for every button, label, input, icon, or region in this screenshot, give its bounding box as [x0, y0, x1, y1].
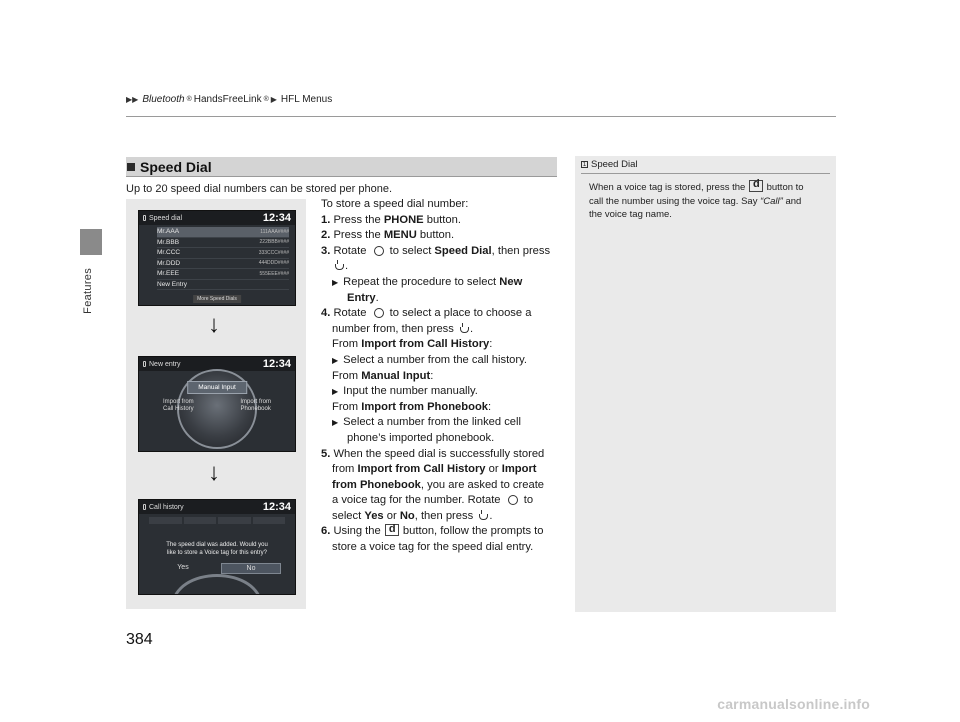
list-item[interactable]: Mr.EEE 555EEE#### [157, 269, 289, 280]
phone-icon [143, 215, 146, 221]
screen-topbar [139, 211, 295, 225]
screen-title: Call history [149, 503, 184, 511]
phone-icon [143, 504, 146, 510]
note-icon: 1 [582, 162, 587, 168]
breadcrumb-handsfreelink: HandsFreeLink [193, 94, 262, 105]
history-tabs [139, 514, 295, 527]
bullet-arrow-icon: ▶ [332, 277, 339, 287]
side-note [575, 156, 836, 612]
breadcrumb-arrow-icon: ▶ [270, 95, 277, 104]
section-header [126, 157, 557, 177]
step-3-substep: ▶ Repeat the procedure to select New [332, 275, 523, 288]
bullet-arrow-icon: ▶ [332, 418, 339, 428]
section-square-icon [127, 163, 135, 171]
section-tab-marker [80, 229, 102, 255]
breadcrumb-hfl-menus: HFL Menus [280, 94, 333, 105]
instruction-steps: To store a speed dial number: 1. Press the PHONE button. 2. Press the MENU button. 3. Rotate to select Speed Dial, then press . ▶ Repeat the procedure to select New Entry. 4. Rotate to select a place to choose a number from, then press . From Import from Call History: ▶ Select a number from the call history. From Manual Input: ▶ Input the number manually. From Import from Phonebook: ▶ Select a number from the linked cell phone’s imported phonebook. 5. When the speed dial is successfully stored from Import from Call History or Import from Phonebook, you are asked to create a voice tag for the number. Rotate to select Yes or No, then press . 6. Using the d button, follow the prompts to store a voice tag for the speed dial entry. [321, 197, 561, 556]
header-rule [126, 116, 836, 117]
phone-icon [143, 361, 146, 367]
talk-button-icon [749, 180, 763, 192]
down-arrow-icon: ↓ [208, 311, 220, 338]
screen-title: New entry [149, 360, 181, 368]
speed-dial-list [139, 225, 295, 290]
list-item[interactable]: Mr.BBB 222BBB#### [157, 238, 289, 249]
step-6: 6. Using the d button, follow the prompts to [321, 524, 561, 540]
screen-topbar [139, 500, 295, 514]
no-button[interactable]: No [221, 563, 281, 574]
voice-tag-prompt: The speed dial was added. Would you like to store a Voice tag for this entry? [166, 542, 268, 556]
screen-clock: 12:34 [262, 501, 291, 513]
import-call-history-button[interactable]: Import from Call History [163, 399, 194, 412]
manual-input-button[interactable]: Manual Input [187, 381, 247, 394]
step-2: 2. Press the MENU button. [321, 229, 455, 242]
step-4: 4. Rotate to select a place to choose a [321, 307, 532, 320]
breadcrumb-bluetooth: Bluetooth [142, 94, 185, 105]
screen-title: Speed dial [149, 214, 183, 222]
step-5: 5. When the speed dial is successfully stored [321, 447, 545, 460]
screen-clock: 12:34 [262, 212, 291, 224]
more-speed-dials-button[interactable]: More Speed Dials [193, 295, 241, 303]
prompt-options [153, 563, 281, 574]
section-title: Speed Dial [140, 158, 212, 175]
note-body: When a voice tag is stored, press the d button to call the number using the voice tag. Say “Call” and the voice tag name. [575, 174, 836, 222]
steps-lead: To store a speed dial number: [321, 198, 469, 210]
breadcrumb [126, 94, 332, 105]
talk-button-icon [385, 524, 399, 536]
step-1: 1. Press the PHONE button. [321, 213, 461, 226]
interface-dial-icon [373, 246, 384, 255]
side-label: Features [82, 268, 94, 314]
figure-panel [126, 199, 306, 609]
note-header [581, 156, 830, 174]
list-item[interactable]: Mr.DDD 444DDD#### [157, 259, 289, 270]
press-dial-icon [334, 260, 343, 270]
press-dial-icon [459, 323, 468, 333]
page-number: 384 [126, 631, 153, 648]
selector-dial [172, 574, 262, 595]
step-3: 3. Rotate to select Speed Dial, then press [321, 244, 551, 257]
watermark: carmanualsonline.info [717, 696, 870, 712]
breadcrumb-arrow-icon: ▶▶ [126, 95, 139, 104]
breadcrumb-reg-mark: ® [186, 96, 192, 103]
list-item[interactable]: Mr.AAA 111AAA#### [157, 227, 289, 238]
speed-dial-screen [138, 210, 296, 306]
breadcrumb-reg-mark: ® [263, 96, 269, 103]
intro-text: Up to 20 speed dial numbers can be stored per phone. [126, 183, 393, 195]
yes-button[interactable]: Yes [177, 564, 189, 571]
interface-dial-icon [373, 308, 384, 317]
press-dial-icon [478, 510, 487, 520]
new-entry-screen [138, 356, 296, 452]
note-title: Speed Dial [591, 159, 638, 170]
screen-clock: 12:34 [262, 358, 291, 370]
down-arrow-icon: ↓ [208, 459, 220, 486]
bullet-arrow-icon: ▶ [332, 387, 339, 397]
call-history-screen [138, 499, 296, 595]
list-item[interactable]: New Entry [157, 280, 289, 291]
bullet-arrow-icon: ▶ [332, 355, 339, 365]
list-item[interactable]: Mr.CCC 333CCC#### [157, 248, 289, 259]
import-phonebook-button[interactable]: Import from Phonebook [240, 399, 271, 412]
interface-dial-icon [507, 495, 518, 504]
